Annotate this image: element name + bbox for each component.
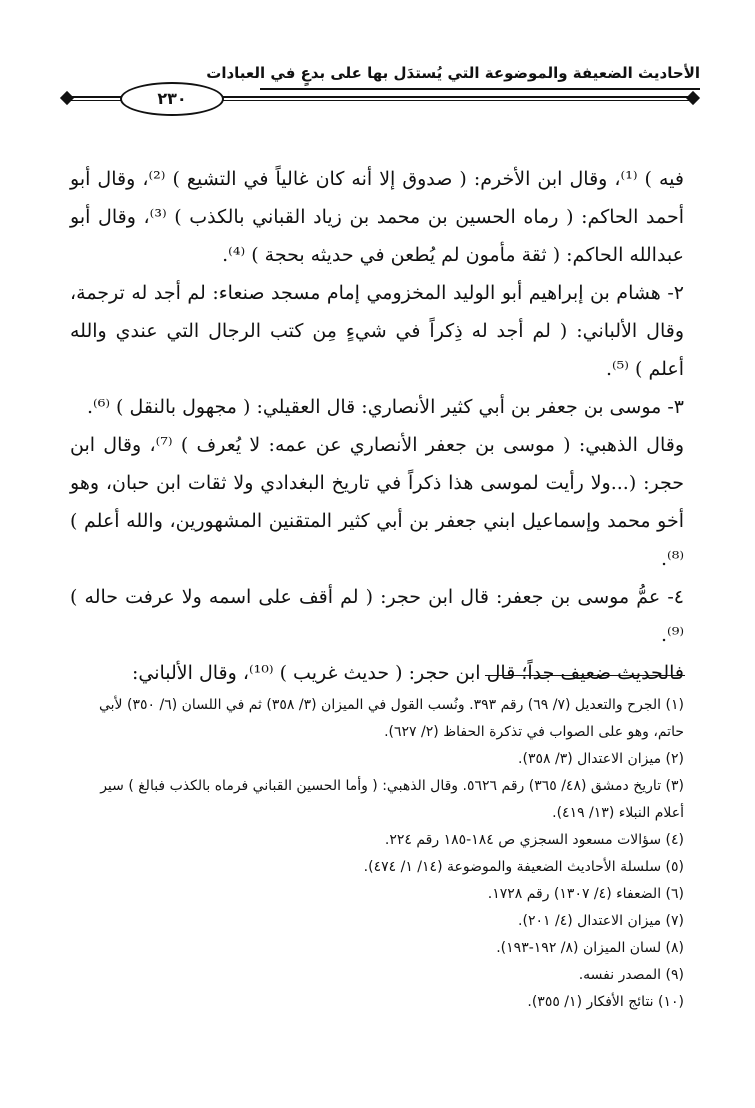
footnote-separator (485, 675, 685, 676)
footnote: (٧) ميزان الاعتدال (٤/ ٢٠١). (518, 913, 684, 929)
page-header (60, 60, 700, 120)
footnote: (١٠) نتائج الأفكار (١/ ٣٥٥). (527, 994, 684, 1010)
footnote: (٦) الضعفاء (٤/ ١٣٠٧) رقم ١٧٢٨. (487, 886, 684, 902)
footnote: (٣) تاريخ دمشق (٤٨/ ٣٦٥) رقم ٥٦٢٦. وقال الذهبي: ( وأما الحسين القباني فرماه بالكذب فبالغ ) سير أعلام النبلاء (١٣/ ٤١٩). (100, 778, 684, 821)
page-number: ٢٣٠ (120, 82, 224, 116)
paragraph: فيه ) ⁽¹⁾، وقال ابن الأخرم: ( صدوق إلا أنه كان غالياً في التشيع ) ⁽²⁾، وقال أبو أحمد الحاكم: ( رماه الحسين بن محمد بن زياد القباني بالكذب ) ⁽³⁾، وقال أبو عبدالله الحاكم: ( ثقة مأمون لم يُطعن في حديثه بحجة ) ⁽⁴⁾. (70, 168, 684, 266)
running-title: الأحاديث الضعيفة والموضوعة التي يُستدَل بها على بدعٍ في العبادات (206, 64, 700, 82)
paragraph: ٢- هشام بن إبراهيم أبو الوليد المخزومي إمام مسجد صنعاء: لم أجد له ترجمة، وقال الألباني: ( لم أجد له ذِكراً في شيءٍ مِن كتب الرجال التي عندي والله أعلم ) ⁽⁵⁾. (70, 282, 684, 380)
footnote: (٥) سلسلة الأحاديث الضعيفة والموضوعة (١٤/ ١/ ٤٧٤). (363, 859, 684, 875)
paragraph: فالحديث ضعيف جداً؛ قال ابن حجر: ( حديث غريب ) ⁽¹⁰⁾، وقال الألباني: (131, 662, 684, 684)
footnote: (١) الجرح والتعديل (٧/ ٦٩) رقم ٣٩٣. ونُسب القول في الميزان (٣/ ٣٥٨) ثم في اللسان (٦/ ٣٥٠) لأبي حاتم، وهو على الصواب في تذكرة الحفاظ (٢/ ٦٢٧). (98, 697, 684, 740)
diamond-ornament-right-icon (686, 91, 700, 105)
title-underline (260, 88, 700, 90)
footnote: (٩) المصدر نفسه. (578, 967, 684, 983)
footnote: (٨) لسان الميزان (٨/ ١٩٢-١٩٣). (496, 940, 684, 956)
main-text (70, 160, 684, 692)
footnotes (70, 692, 684, 1016)
paragraph: ٣- موسى بن جعفر بن أبي كثير الأنصاري: قال العقيلي: ( مجهول بالنقل ) ⁽⁶⁾. (86, 396, 684, 418)
paragraph: وقال الذهبي: ( موسى بن جعفر الأنصاري عن عمه: لا يُعرف ) ⁽⁷⁾، وقال ابن حجر: (...ولا رأيت لموسى هذا ذكراً في تاريخ البغدادي ولا ثقات ابن حبان، وهو أخو محمد وإسماعيل ابني جعفر بن أبي كثير المتقنين المشهورين، والله أعلم ) ⁽⁸⁾. (70, 434, 685, 570)
paragraph: ٤- عمُّ موسى بن جعفر: قال ابن حجر: ( لم أقف على اسمه ولا عرفت حاله ) ⁽⁹⁾. (70, 586, 684, 646)
footnote: (٢) ميزان الاعتدال (٣/ ٣٥٨). (518, 751, 684, 767)
diamond-ornament-left-icon (60, 91, 74, 105)
footnote: (٤) سؤالات مسعود السجزي ص ١٨٤-١٨٥ رقم ٢٢٤. (384, 832, 684, 848)
